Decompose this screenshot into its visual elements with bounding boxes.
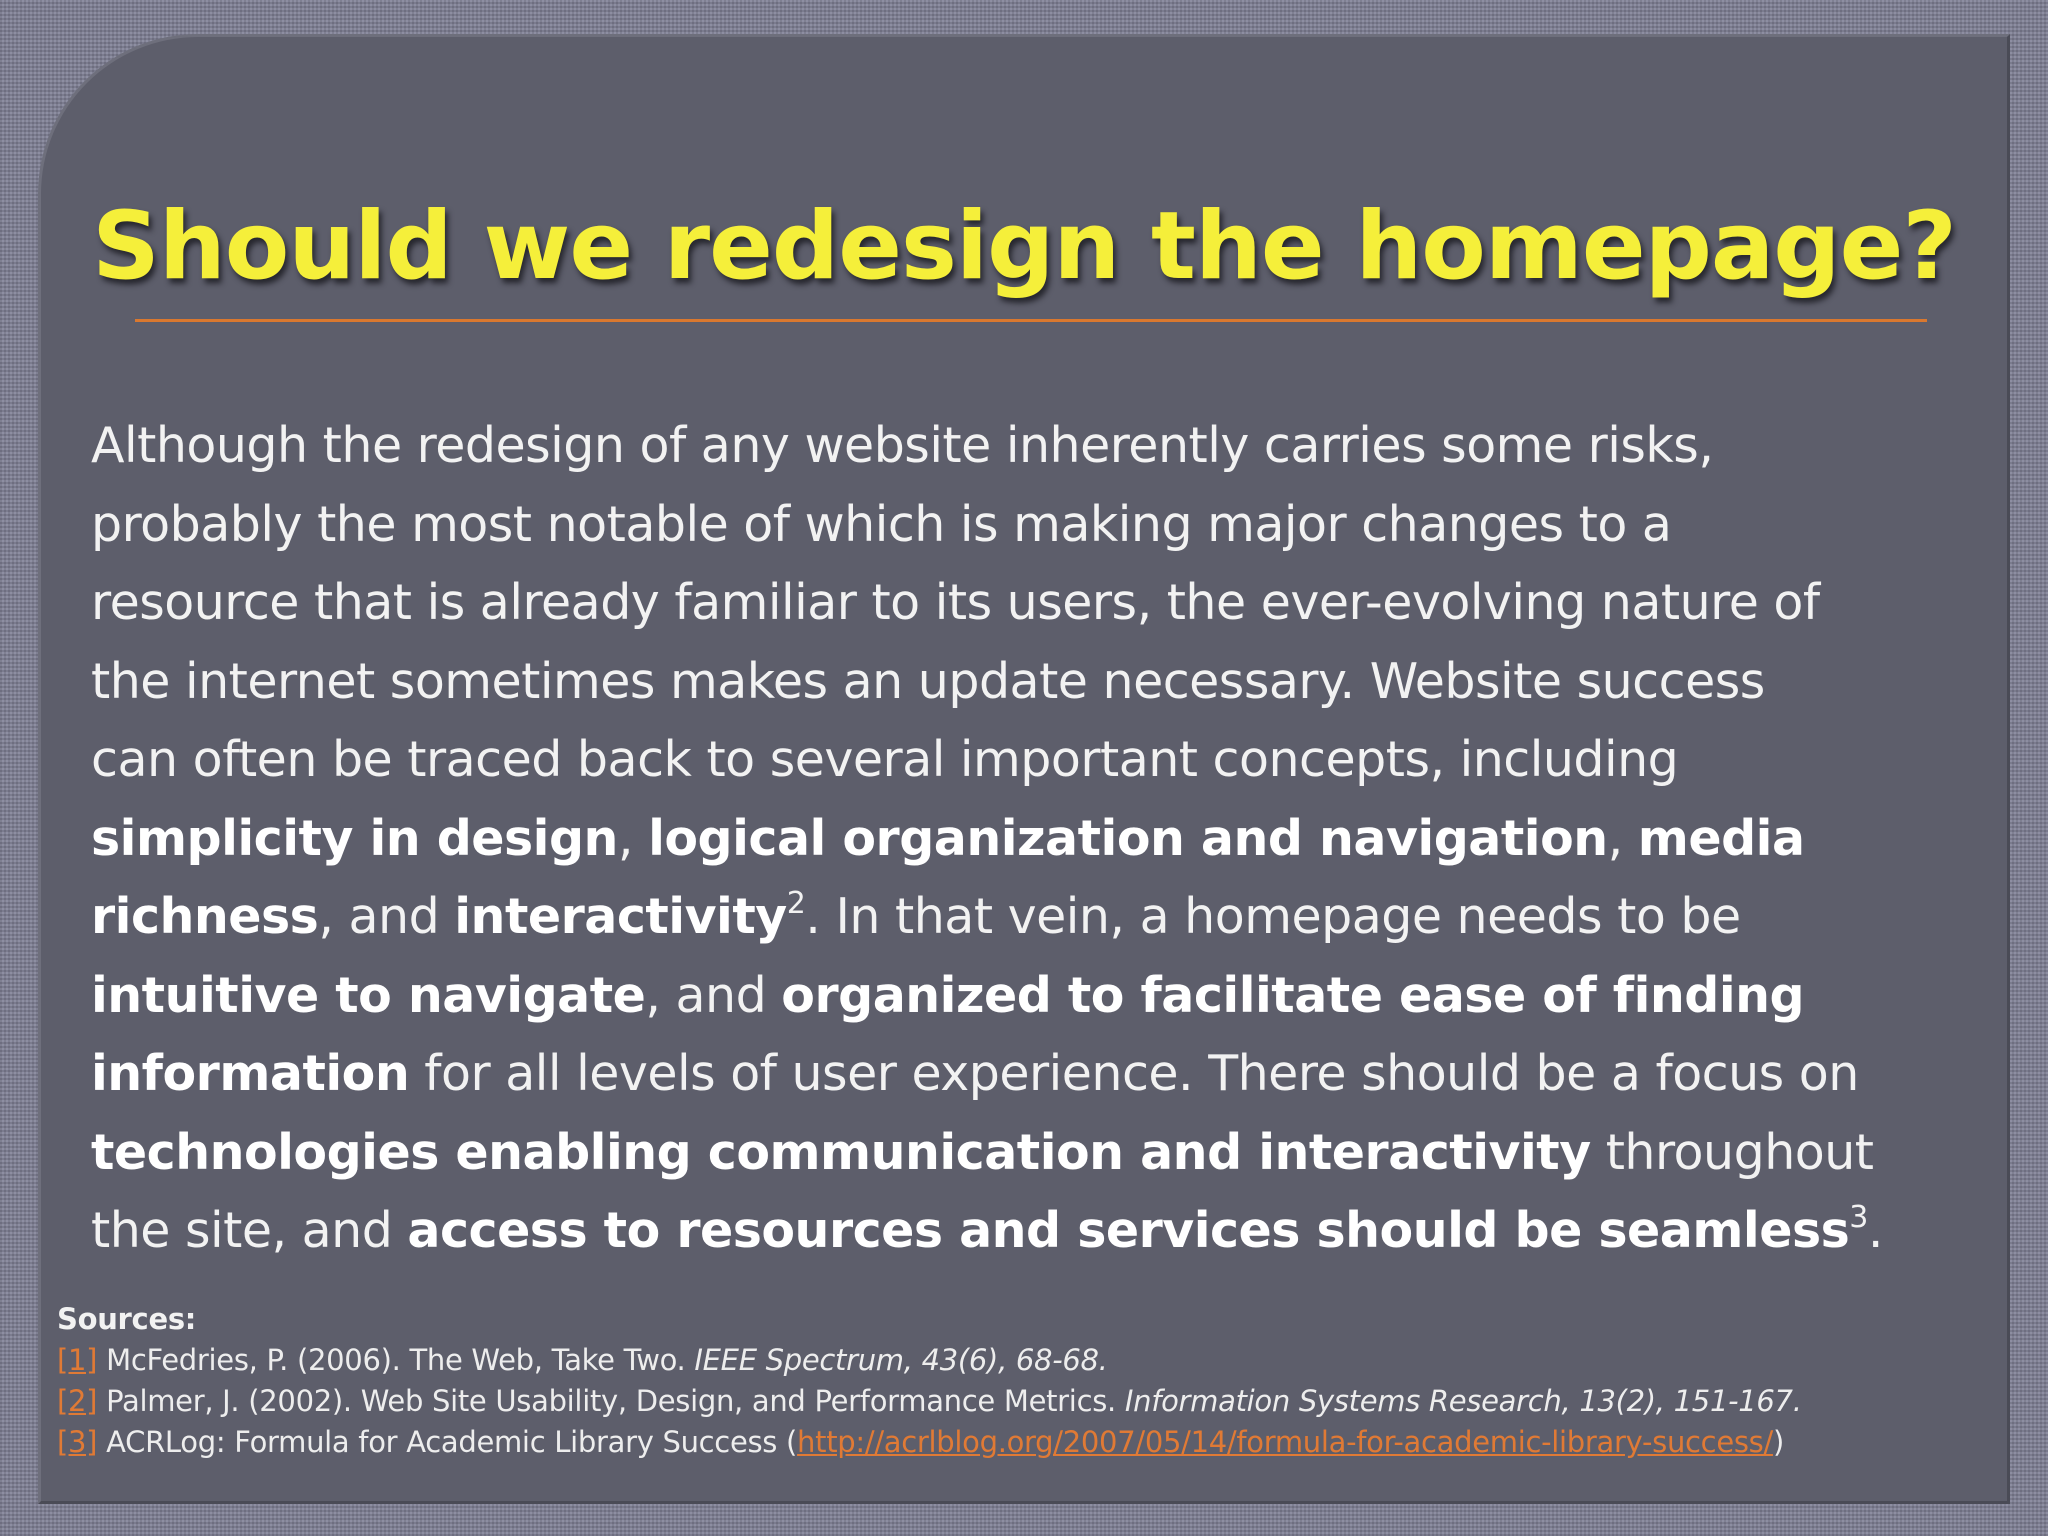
body-text: resource that is already familiar to its users, the ever-evolving nature of xyxy=(91,574,1820,631)
body-line xyxy=(91,486,2010,565)
body-text: , and xyxy=(645,966,782,1024)
source-journal: Information Systems Research, 13(2), 151-167. xyxy=(1124,1384,1802,1418)
body-text: for all levels of user experience. There should be a focus on xyxy=(409,1045,1859,1102)
emphasis-text: organized to facilitate ease of finding xyxy=(781,966,1805,1024)
body-line xyxy=(91,878,2010,957)
source-item xyxy=(57,1381,1997,1422)
body-text: probably the most notable of which is making major changes to a xyxy=(91,495,1672,553)
body-line xyxy=(91,1192,2010,1271)
body-line xyxy=(91,643,2010,722)
body-paragraph xyxy=(91,407,2010,1271)
emphasis-text: access to resources and services should be seamless xyxy=(407,1202,1850,1259)
body-line xyxy=(91,564,2010,643)
body-text: Although the redesign of any website inherently carries some risks, xyxy=(91,417,1714,474)
body-line xyxy=(91,1035,2010,1114)
emphasis-text: information xyxy=(91,1045,410,1102)
source-text: McFedries, P. (2006). The Web, Take Two. xyxy=(97,1343,695,1377)
body-line xyxy=(91,1114,2010,1193)
source-item xyxy=(57,1340,1997,1381)
emphasis-text: interactivity xyxy=(454,888,787,945)
source-ref-link[interactable]: [2] xyxy=(57,1384,98,1418)
slide-title: Should we redesign the homepage? xyxy=(92,192,1956,301)
source-ref-link[interactable]: [3] xyxy=(57,1425,98,1459)
emphasis-text: simplicity in design xyxy=(91,809,618,867)
emphasis-text: media xyxy=(1637,809,1805,867)
sources-section xyxy=(57,1299,1997,1463)
body-line xyxy=(91,957,2010,1036)
emphasis-text: logical organization and navigation xyxy=(648,809,1608,867)
source-text: Palmer, J. (2002). Web Site Usability, Design, and Performance Metrics. xyxy=(97,1384,1125,1418)
body-text: throughout xyxy=(1590,1123,1874,1181)
sources-heading: Sources: xyxy=(57,1302,197,1336)
source-journal: IEEE Spectrum, 43(6), 68-68. xyxy=(694,1343,1108,1377)
body-line xyxy=(91,721,2010,800)
source-text: ) xyxy=(1772,1425,1784,1459)
title-divider xyxy=(135,319,1927,322)
body-line xyxy=(91,407,2010,486)
body-line xyxy=(91,800,2010,879)
source-url-link[interactable]: http://acrlblog.org/2007/05/14/formula-for-academic-library-success/ xyxy=(797,1425,1773,1459)
source-item xyxy=(57,1422,1997,1463)
body-text: the site, and xyxy=(91,1202,408,1259)
body-text: can often be traced back to several important concepts, including xyxy=(91,731,1679,788)
body-text: the internet sometimes makes an update necessary. Website success xyxy=(91,652,1765,710)
body-text: . xyxy=(1867,1202,1883,1259)
slide xyxy=(38,34,2010,1504)
citation-superscript: 2 xyxy=(786,886,806,921)
body-text: , xyxy=(1607,809,1638,867)
source-text: ACRLog: Formula for Academic Library Success ( xyxy=(97,1425,798,1459)
body-text: . In that vein, a homepage needs to be xyxy=(805,888,1741,945)
source-ref-link[interactable]: [1] xyxy=(57,1343,98,1377)
emphasis-text: technologies enabling communication and interactivity xyxy=(91,1123,1591,1181)
emphasis-text: richness xyxy=(91,888,319,945)
body-text: , xyxy=(617,809,649,867)
body-text: , and xyxy=(318,888,455,945)
citation-superscript: 3 xyxy=(1849,1200,1868,1235)
emphasis-text: intuitive to navigate xyxy=(91,966,646,1024)
